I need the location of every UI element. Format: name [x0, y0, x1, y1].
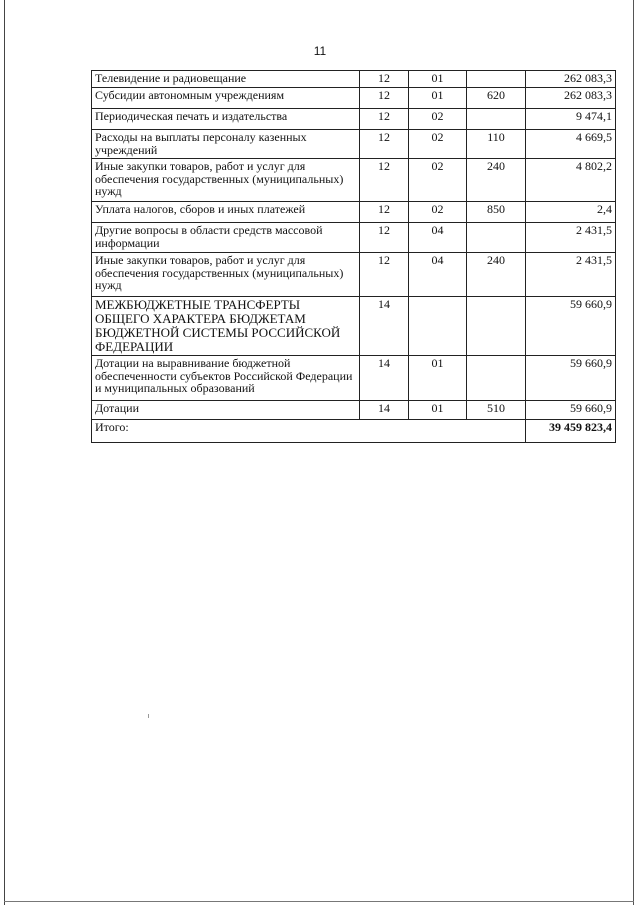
row-amount: 59 660,9	[526, 401, 616, 420]
scan-speck	[148, 714, 149, 718]
row-section: 12	[360, 223, 409, 253]
row-expense-type	[467, 109, 526, 130]
table-row	[92, 202, 616, 223]
row-subsection: 01	[409, 71, 467, 88]
table-row	[92, 109, 616, 130]
row-subsection: 01	[409, 401, 467, 420]
row-amount: 2,4	[526, 202, 616, 223]
row-expense-type: 510	[467, 401, 526, 420]
row-name: Уплата налогов, сборов и иных платежей	[92, 202, 360, 223]
row-expense-type	[467, 356, 526, 401]
table-row	[92, 356, 616, 401]
table-row	[92, 297, 616, 356]
page-number: 11	[313, 44, 327, 58]
row-subsection: 02	[409, 130, 467, 159]
table-row	[92, 71, 616, 88]
scan-edge-bottom	[4, 901, 634, 902]
row-amount: 262 083,3	[526, 88, 616, 109]
row-expense-type: 110	[467, 130, 526, 159]
row-amount: 59 660,9	[526, 356, 616, 401]
row-subsection: 04	[409, 253, 467, 297]
row-amount: 262 083,3	[526, 71, 616, 88]
row-subsection: 01	[409, 88, 467, 109]
row-expense-type: 240	[467, 253, 526, 297]
row-subsection: 02	[409, 202, 467, 223]
row-amount: 4 669,5	[526, 130, 616, 159]
table-row	[92, 130, 616, 159]
row-expense-type: 620	[467, 88, 526, 109]
row-subsection: 02	[409, 109, 467, 130]
row-section: 12	[360, 130, 409, 159]
total-amount: 39 459 823,4	[526, 420, 616, 443]
row-amount: 2 431,5	[526, 223, 616, 253]
row-name: Иные закупки товаров, работ и услуг для обеспечения государственных (муниципальных) нужд	[92, 159, 360, 202]
row-name: Телевидение и радиовещание	[92, 71, 360, 88]
row-amount: 2 431,5	[526, 253, 616, 297]
row-expense-type	[467, 71, 526, 88]
row-name: Расходы на выплаты персоналу казенных учреждений	[92, 130, 360, 159]
row-amount: 4 802,2	[526, 159, 616, 202]
row-section: 14	[360, 401, 409, 420]
total-row	[92, 420, 616, 443]
row-name: Субсидии автономным учреждениям	[92, 88, 360, 109]
row-subsection	[409, 297, 467, 356]
row-section: 12	[360, 88, 409, 109]
row-name: Другие вопросы в области средств массовой информации	[92, 223, 360, 253]
total-label: Итого:	[92, 420, 526, 443]
row-section: 12	[360, 253, 409, 297]
row-expense-type	[467, 297, 526, 356]
row-name: Периодическая печать и издательства	[92, 109, 360, 130]
row-subsection: 04	[409, 223, 467, 253]
row-subsection: 01	[409, 356, 467, 401]
row-amount: 9 474,1	[526, 109, 616, 130]
row-section: 12	[360, 202, 409, 223]
row-name: Иные закупки товаров, работ и услуг для обеспечения государственных (муниципальных) нужд	[92, 253, 360, 297]
row-section: 14	[360, 297, 409, 356]
row-name: МЕЖБЮДЖЕТНЫЕ ТРАНСФЕРТЫ ОБЩЕГО ХАРАКТЕРА БЮДЖЕТАМ БЮДЖЕТНОЙ СИСТЕМЫ РОССИЙСКОЙ ФЕДЕРАЦИИ	[92, 297, 360, 356]
row-subsection: 02	[409, 159, 467, 202]
table-row	[92, 223, 616, 253]
scan-edge-right	[633, 0, 634, 905]
row-section: 12	[360, 159, 409, 202]
table-row	[92, 159, 616, 202]
row-section: 12	[360, 71, 409, 88]
row-section: 14	[360, 356, 409, 401]
row-expense-type	[467, 223, 526, 253]
budget-table	[91, 70, 616, 443]
row-expense-type: 850	[467, 202, 526, 223]
row-name: Дотации на выравнивание бюджетной обеспеченности субъектов Российской Федерации и муниципальных образований	[92, 356, 360, 401]
table-row	[92, 401, 616, 420]
table-row	[92, 253, 616, 297]
row-amount: 59 660,9	[526, 297, 616, 356]
row-section: 12	[360, 109, 409, 130]
scan-edge-left	[4, 0, 5, 905]
table-row	[92, 88, 616, 109]
row-name: Дотации	[92, 401, 360, 420]
row-expense-type: 240	[467, 159, 526, 202]
